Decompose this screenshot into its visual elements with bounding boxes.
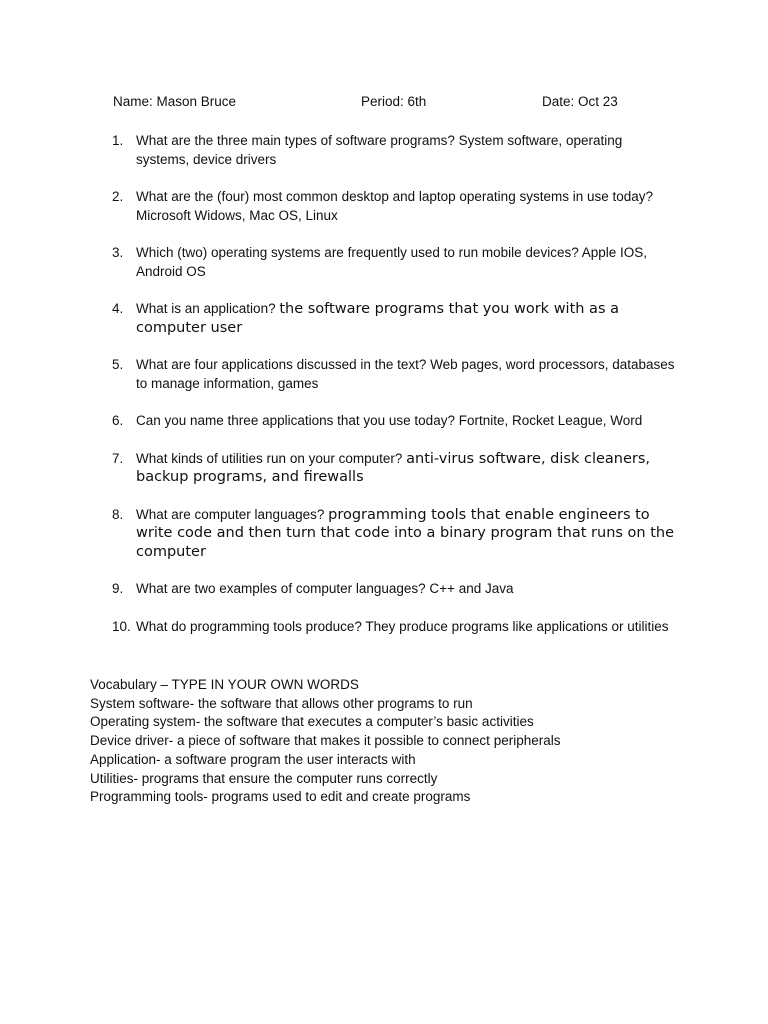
- question-number: 10.: [112, 618, 131, 634]
- question-list: [112, 132, 677, 655]
- question-text: What do programming tools produce?: [136, 618, 366, 634]
- question-number: 1.: [112, 133, 124, 148]
- vocab-line: Utilities- programs that ensure the computer runs correctly: [90, 770, 438, 786]
- vocab-line: System software- the software that allows other programs to run: [90, 695, 473, 711]
- question-text: What are two examples of computer languages?: [136, 581, 430, 596]
- question-number: 2.: [112, 189, 124, 204]
- answer-text: They produce programs like applications or utilities: [365, 618, 669, 634]
- question-item-5: [112, 356, 677, 393]
- question-text: Which (two) operating systems are frequently used to run mobile devices?: [136, 245, 582, 260]
- question-number: 6.: [112, 413, 124, 428]
- question-item-10: [112, 618, 677, 637]
- question-item-3: [112, 244, 677, 281]
- question-text: Can you name three applications that you use today?: [136, 413, 459, 428]
- question-number: 3.: [112, 245, 124, 260]
- question-text: What are the three main types of software programs?: [136, 133, 459, 148]
- vocabulary-heading: Vocabulary – TYPE IN YOUR OWN WORDS: [90, 677, 359, 692]
- student-name: Name: Mason Bruce: [113, 94, 237, 109]
- answer-text: System software, operating systems, device drivers: [136, 133, 623, 167]
- question-item-9: [112, 580, 677, 599]
- question-text: What kinds of utilities run on your computer?: [136, 450, 407, 466]
- question-number: 9.: [112, 581, 124, 596]
- vocab-line: Device driver- a piece of software that makes it possible to connect peripherals: [90, 733, 561, 749]
- answer-text: Microsoft Widows, Mac OS, Linux: [136, 207, 338, 223]
- question-number: 4.: [112, 301, 124, 316]
- question-number: 5.: [112, 357, 124, 372]
- question-text: What is an application?: [136, 301, 280, 316]
- assignment-date: Date: Oct 23: [542, 94, 618, 109]
- answer-text: the software programs that you work with as a computer user: [136, 301, 619, 336]
- answer-text: Apple IOS, Android OS: [136, 245, 648, 279]
- question-item-6: [112, 412, 677, 431]
- question-item-1: [112, 132, 677, 169]
- question-number: 7.: [112, 450, 124, 466]
- question-item-2: [112, 188, 677, 225]
- answer-text: anti-virus software, disk cleaners, backup programs, and firewalls: [136, 450, 651, 485]
- vocabulary-section: [90, 676, 710, 807]
- vocab-line: Programming tools- programs used to edit and create programs: [90, 789, 471, 805]
- answer-text: Fortnite, Rocket League, Word: [458, 413, 643, 428]
- question-text: What are computer languages?: [136, 506, 329, 522]
- question-number: 8.: [112, 506, 124, 522]
- answer-text: Web pages, word processors, databases to manage information, games: [136, 357, 675, 391]
- question-item-7: [112, 450, 677, 487]
- vocab-line: Application- a software program the user interacts with: [90, 751, 416, 767]
- vocab-line: Operating system- the software that executes a computer’s basic activities: [90, 714, 534, 730]
- question-text: What are four applications discussed in the text?: [136, 357, 431, 372]
- question-item-8: [112, 506, 677, 562]
- class-period: Period: 6th: [361, 94, 427, 109]
- question-item-4: [112, 300, 677, 337]
- answer-text: programming tools that enable engineers to write code and then turn that code into a binary program that runs on the computer: [136, 506, 675, 560]
- student-header: [113, 94, 673, 112]
- question-text: What are the (four) most common desktop and laptop operating systems in use today?: [136, 189, 654, 204]
- answer-text: C++ and Java: [429, 581, 514, 596]
